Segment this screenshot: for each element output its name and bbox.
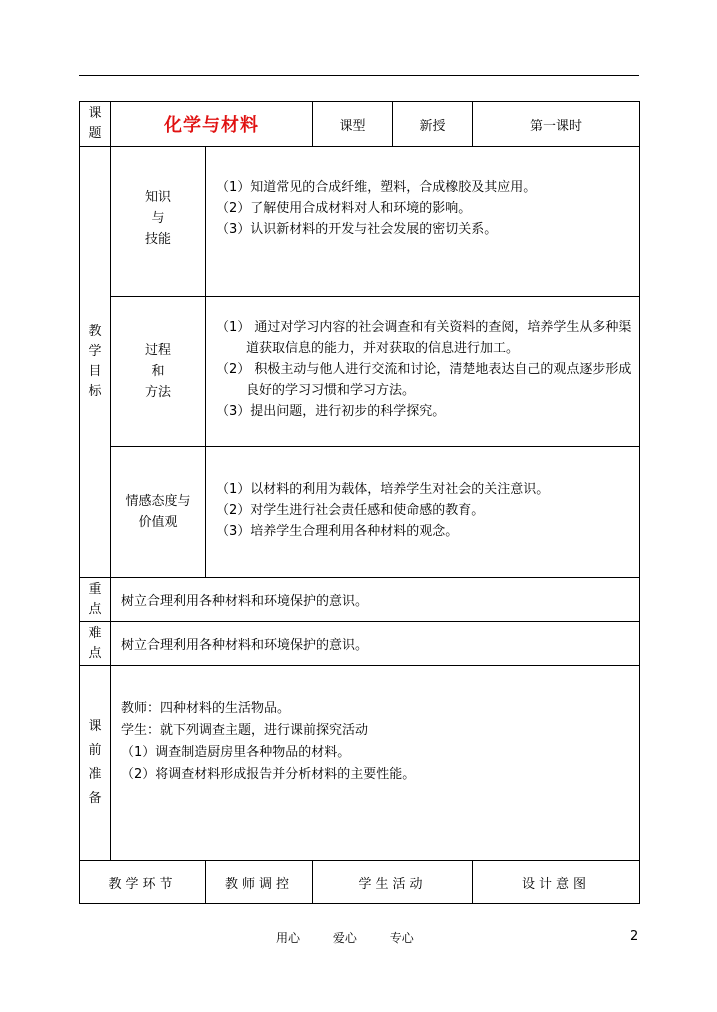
prep-line: 教师：四种材料的生活物品。 bbox=[121, 701, 291, 716]
type-label: 课型 bbox=[313, 102, 393, 147]
attitude-items bbox=[206, 447, 640, 578]
list-item: （1）知道常见的合成纤维，塑料，合成橡胶及其应用。 bbox=[216, 180, 537, 195]
list-item: （3）培养学生合理利用各种材料的观念。 bbox=[216, 524, 459, 539]
header-row bbox=[80, 102, 640, 147]
preparation-label: 课 前 准 备 bbox=[80, 666, 111, 861]
section-header-row bbox=[80, 861, 640, 904]
difficulty-label: 难 点 bbox=[80, 622, 111, 666]
lesson-title: 化学与材料 bbox=[111, 102, 313, 147]
key-point-row bbox=[80, 578, 640, 622]
page-number: 2 bbox=[630, 929, 639, 944]
process-items bbox=[206, 297, 640, 447]
footer-mottos bbox=[276, 929, 443, 946]
preparation-content bbox=[111, 666, 640, 861]
knowledge-label: 知识 与 技能 bbox=[111, 147, 206, 297]
list-item: （1）以材料的利用为载体，培养学生对社会的关注意识。 bbox=[216, 482, 550, 497]
motto-1: 用心 bbox=[276, 931, 301, 945]
list-item: （1） 通过对学习内容的社会调查和有关资料的查阅，培养学生从多种渠道获取信息的能力，并对获取的信息进行加工。 bbox=[216, 320, 632, 356]
type-value: 新授 bbox=[393, 102, 473, 147]
column-design-intent: 设计意图 bbox=[473, 861, 640, 904]
column-teacher-control: 教师调控 bbox=[206, 861, 313, 904]
attitude-label: 情感态度与 价值观 bbox=[111, 447, 206, 578]
list-item: （2） 积极主动与他人进行交流和讨论，清楚地表达自己的观点逐步形成良好的学习习惯和学习方法。 bbox=[216, 362, 632, 398]
key-point-text: 树立合理利用各种材料和环境保护的意识。 bbox=[111, 578, 640, 622]
prep-line: 学生：就下列调查主题，进行课前探究活动 bbox=[121, 723, 369, 738]
key-point-label: 重 点 bbox=[80, 578, 111, 622]
course-label: 课 题 bbox=[80, 102, 111, 147]
objectives-label: 教 学 目 标 bbox=[80, 147, 111, 578]
motto-2: 爱心 bbox=[332, 931, 357, 945]
difficulty-row bbox=[80, 622, 640, 666]
objective-process-row bbox=[80, 297, 640, 447]
list-item: （3）认识新材料的开发与社会发展的密切关系。 bbox=[216, 222, 498, 237]
header-rule bbox=[79, 75, 639, 76]
list-item: （3）提出问题，进行初步的科学探究。 bbox=[216, 404, 446, 419]
knowledge-items bbox=[206, 147, 640, 297]
period-label: 第一课时 bbox=[473, 102, 640, 147]
column-student-activity: 学生活动 bbox=[313, 861, 473, 904]
objective-knowledge-row bbox=[80, 147, 640, 297]
list-item: （2）了解使用合成材料对人和环境的影响。 bbox=[216, 201, 472, 216]
lesson-plan-table bbox=[79, 101, 640, 904]
column-teaching-stage: 教学环节 bbox=[80, 861, 206, 904]
difficulty-text: 树立合理利用各种材料和环境保护的意识。 bbox=[111, 622, 640, 666]
objective-attitude-row bbox=[80, 447, 640, 578]
motto-3: 专心 bbox=[389, 931, 414, 945]
prep-line: （1）调查制造厨房里各种物品的材料。 bbox=[121, 745, 351, 760]
prep-line: （2）将调查材料形成报告并分析材料的主要性能。 bbox=[121, 767, 416, 782]
preparation-row bbox=[80, 666, 640, 861]
list-item: （2）对学生进行社会责任感和使命感的教育。 bbox=[216, 503, 485, 518]
process-label: 过程 和 方法 bbox=[111, 297, 206, 447]
